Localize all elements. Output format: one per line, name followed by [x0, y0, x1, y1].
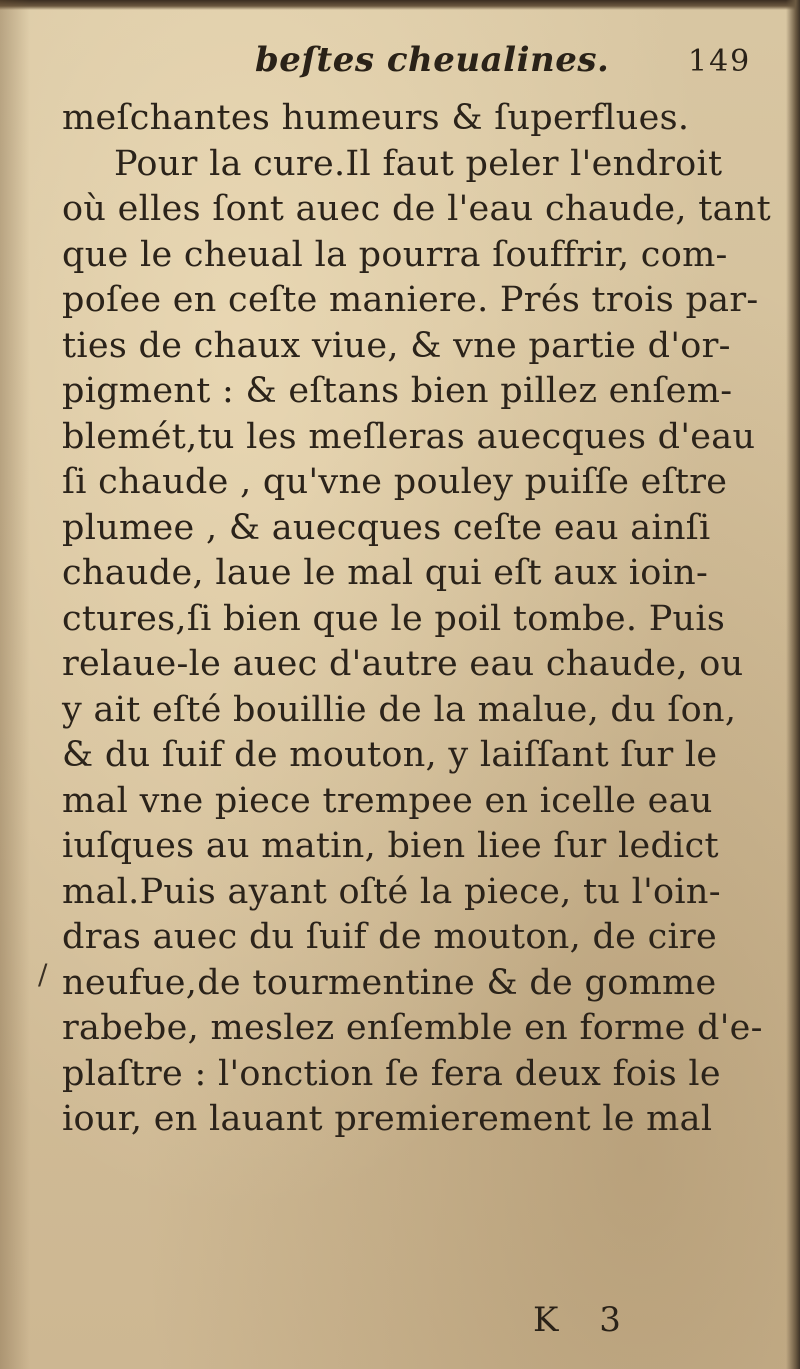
text-line: pigment : & eſtans bien pillez enſem-	[62, 371, 733, 411]
text-line: plaſtre : l'onction ſe fera deux fois le	[62, 1053, 721, 1094]
text-line: mal.Puis ayant oſté la piece, tu l'oin-	[62, 871, 721, 912]
text-line: meſchantes humeurs & ſuperflues.	[62, 98, 690, 138]
text-line: dras auec du ſuif de mouton, de cire	[62, 917, 718, 957]
body-text	[62, 96, 782, 1143]
margin-mark: /	[38, 958, 48, 991]
running-head: beſtes cheualines.	[255, 40, 610, 80]
page-footer	[0, 1300, 800, 1350]
text-line: poſee en ceſte maniere. Prés trois par-	[62, 280, 759, 320]
text-line: que le cheual la pourra ſouffrir, com-	[62, 234, 728, 275]
text-line: plumee , & auecques ceſte eau ainſi	[62, 507, 711, 548]
text-line: où elles ſont auec de l'eau chaude, tant	[62, 189, 772, 229]
text-line: & du ſuif de mouton, y laiſſant ſur le	[62, 735, 718, 775]
page-header	[0, 40, 800, 100]
text-line: ſi chaude , qu'vne pouley puiſſe eſtre	[62, 462, 728, 502]
page-right-edge	[786, 0, 800, 1369]
signature-mark: K 3	[533, 1300, 621, 1340]
text-line: relaue-le auec d'autre eau chaude, ou	[62, 644, 744, 684]
text-line: chaude, laue le mal qui eſt aux ioin-	[62, 553, 709, 593]
text-line: y ait eſté bouillie de la malue, du ſon,	[62, 689, 737, 730]
text-line: iour, en lauant premierement le mal	[62, 1099, 713, 1139]
text-line: blemét,tu les meſleras auecques d'eau	[62, 416, 756, 457]
page-number: 149	[688, 44, 752, 79]
gutter-shadow	[0, 0, 30, 1369]
text-line: neufue,de tourmentine & de gomme	[62, 962, 717, 1003]
text-line: ctures,ſi bien que le poil tombe. Puis	[62, 598, 726, 639]
text-line: iuſques au matin, bien liee ſur ledict	[62, 826, 719, 866]
page-top-edge	[0, 0, 800, 10]
text-line: Pour la cure.Il faut peler l'endroit	[114, 143, 723, 184]
text-line: rabebe, meslez enſemble en forme d'e-	[62, 1008, 763, 1048]
text-line: mal vne piece trempee en icelle eau	[62, 780, 713, 821]
text-line: ties de chaux viue, & vne partie d'or-	[62, 325, 731, 366]
